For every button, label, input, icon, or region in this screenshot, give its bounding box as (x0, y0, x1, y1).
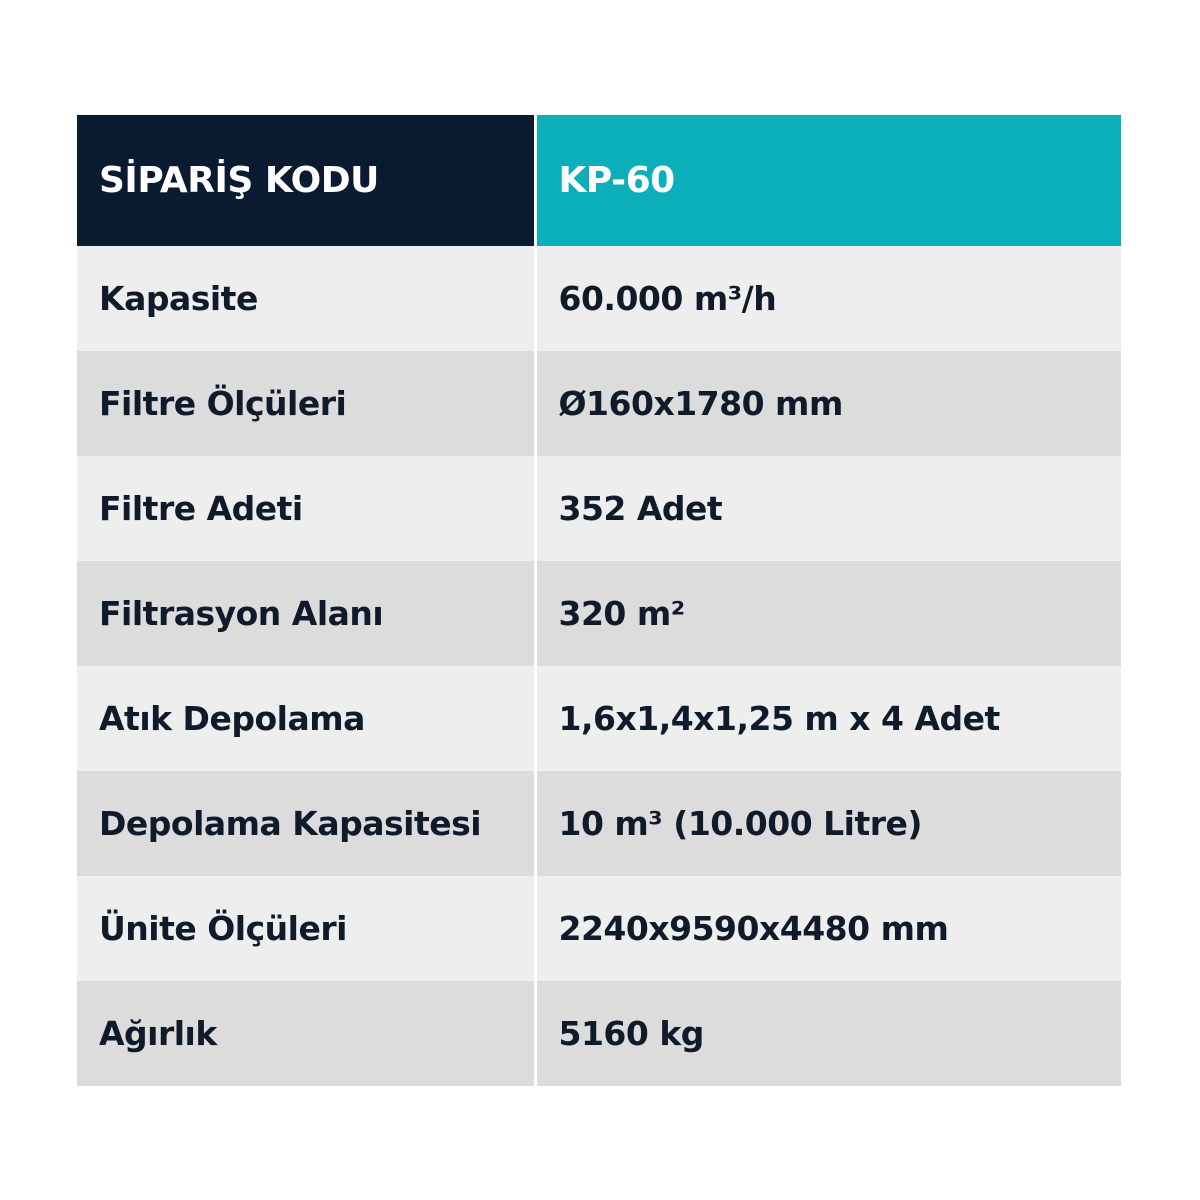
order-code-value: KP-60 (535, 115, 1121, 246)
table-row (77, 561, 1121, 666)
row-value: 1,6x1,4x1,25 m x 4 Adet (535, 666, 1121, 771)
row-label: Atık Depolama (77, 666, 535, 771)
row-value: 5160 kg (535, 981, 1121, 1086)
row-label: Ünite Ölçüleri (77, 876, 535, 981)
row-label: Ağırlık (77, 981, 535, 1086)
table-header-row (77, 115, 1121, 246)
spec-table (77, 115, 1121, 1086)
table-row (77, 246, 1121, 351)
row-value: 320 m² (535, 561, 1121, 666)
row-value: Ø160x1780 mm (535, 351, 1121, 456)
row-value: 352 Adet (535, 456, 1121, 561)
row-label: Kapasite (77, 246, 535, 351)
row-value: 2240x9590x4480 mm (535, 876, 1121, 981)
table-row (77, 351, 1121, 456)
row-label: Filtre Adeti (77, 456, 535, 561)
row-value: 60.000 m³/h (535, 246, 1121, 351)
table-row (77, 456, 1121, 561)
table-row (77, 666, 1121, 771)
row-label: Filtrasyon Alanı (77, 561, 535, 666)
order-code-label: SİPARİŞ KODU (77, 115, 535, 246)
row-label: Depolama Kapasitesi (77, 771, 535, 876)
table-row (77, 771, 1121, 876)
table-row (77, 981, 1121, 1086)
row-value: 10 m³ (10.000 Litre) (535, 771, 1121, 876)
table-row (77, 876, 1121, 981)
row-label: Filtre Ölçüleri (77, 351, 535, 456)
